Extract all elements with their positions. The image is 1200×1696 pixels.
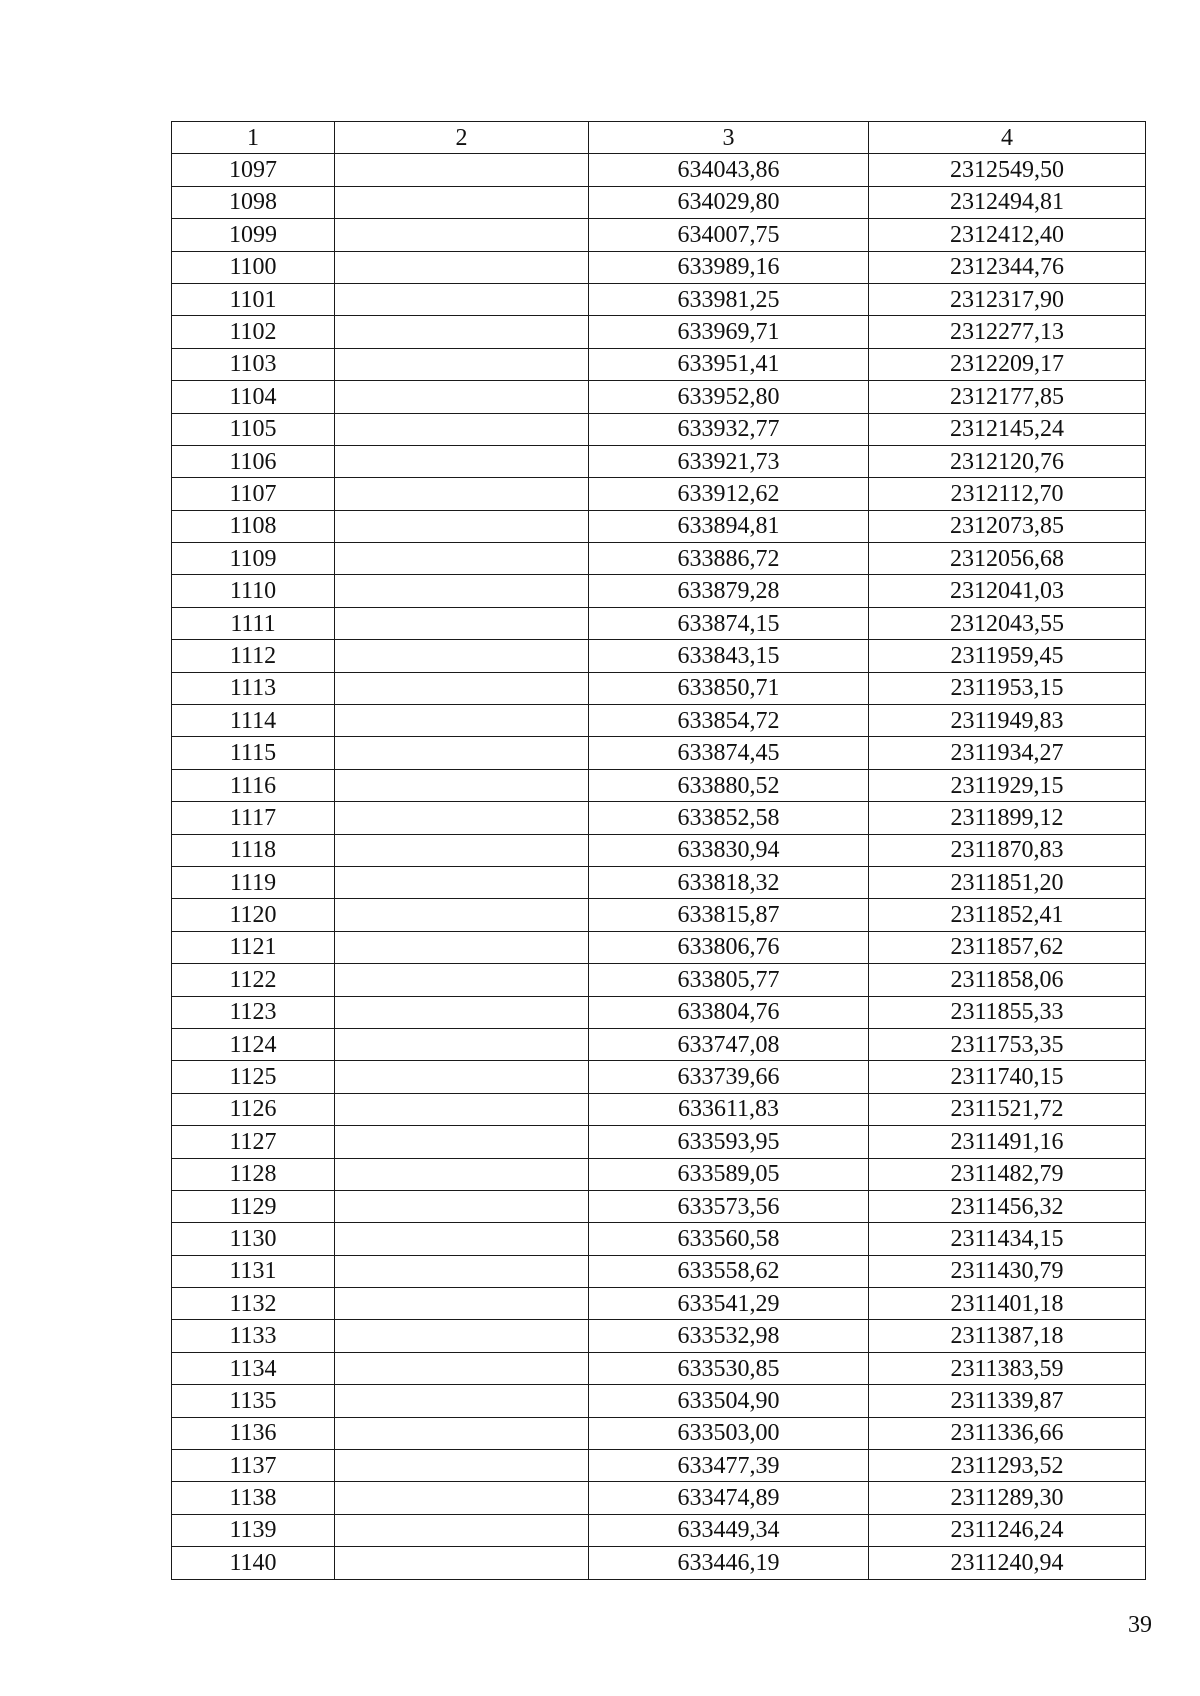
- x-coordinate-cell: 633818,32: [589, 866, 869, 898]
- table-row: [172, 1482, 1146, 1514]
- table-row: [172, 1417, 1146, 1449]
- point-number-cell: 1140: [172, 1547, 335, 1579]
- x-coordinate-cell: 633852,58: [589, 802, 869, 834]
- table-row: [172, 413, 1146, 445]
- x-coordinate-cell: 633894,81: [589, 510, 869, 542]
- point-number-cell: 1123: [172, 996, 335, 1028]
- x-coordinate-cell: 633952,80: [589, 381, 869, 413]
- y-coordinate-cell: 2311949,83: [869, 705, 1146, 737]
- coordinates-table: [171, 121, 1146, 1580]
- table-row: [172, 1190, 1146, 1222]
- point-number-cell: 1109: [172, 543, 335, 575]
- column-2-cell: [335, 478, 589, 510]
- table-row: [172, 802, 1146, 834]
- column-2-cell: [335, 186, 589, 218]
- x-coordinate-cell: 633854,72: [589, 705, 869, 737]
- y-coordinate-cell: 2311289,30: [869, 1482, 1146, 1514]
- table-row: [172, 445, 1146, 477]
- table-row: [172, 769, 1146, 801]
- column-2-cell: [335, 1547, 589, 1579]
- y-coordinate-cell: 2311491,16: [869, 1126, 1146, 1158]
- y-coordinate-cell: 2311857,62: [869, 931, 1146, 963]
- y-coordinate-cell: 2311740,15: [869, 1061, 1146, 1093]
- x-coordinate-cell: 633530,85: [589, 1352, 869, 1384]
- column-2-cell: [335, 1417, 589, 1449]
- table-row: [172, 316, 1146, 348]
- x-coordinate-cell: 634007,75: [589, 219, 869, 251]
- table-row: [172, 154, 1146, 186]
- y-coordinate-cell: 2311482,79: [869, 1158, 1146, 1190]
- y-coordinate-cell: 2311858,06: [869, 964, 1146, 996]
- point-number-cell: 1118: [172, 834, 335, 866]
- point-number-cell: 1136: [172, 1417, 335, 1449]
- column-header-2: 2: [335, 122, 589, 154]
- table-row: [172, 219, 1146, 251]
- table-row: [172, 1547, 1146, 1579]
- point-number-cell: 1130: [172, 1223, 335, 1255]
- column-2-cell: [335, 1352, 589, 1384]
- x-coordinate-cell: 633589,05: [589, 1158, 869, 1190]
- x-coordinate-cell: 633932,77: [589, 413, 869, 445]
- column-2-cell: [335, 154, 589, 186]
- y-coordinate-cell: 2311383,59: [869, 1352, 1146, 1384]
- table-row: [172, 1223, 1146, 1255]
- point-number-cell: 1129: [172, 1190, 335, 1222]
- x-coordinate-cell: 633804,76: [589, 996, 869, 1028]
- y-coordinate-cell: 2311434,15: [869, 1223, 1146, 1255]
- point-number-cell: 1119: [172, 866, 335, 898]
- column-2-cell: [335, 510, 589, 542]
- table-row: [172, 186, 1146, 218]
- column-2-cell: [335, 381, 589, 413]
- column-2-cell: [335, 996, 589, 1028]
- column-2-cell: [335, 1450, 589, 1482]
- column-2-cell: [335, 866, 589, 898]
- table-row: [172, 672, 1146, 704]
- table-row: [172, 543, 1146, 575]
- table-row: [172, 1385, 1146, 1417]
- table-row: [172, 510, 1146, 542]
- point-number-cell: 1121: [172, 931, 335, 963]
- column-2-cell: [335, 964, 589, 996]
- x-coordinate-cell: 633560,58: [589, 1223, 869, 1255]
- x-coordinate-cell: 634029,80: [589, 186, 869, 218]
- x-coordinate-cell: 633474,89: [589, 1482, 869, 1514]
- point-number-cell: 1101: [172, 283, 335, 315]
- table-row: [172, 1061, 1146, 1093]
- table-row: [172, 575, 1146, 607]
- column-2-cell: [335, 1190, 589, 1222]
- x-coordinate-cell: 634043,86: [589, 154, 869, 186]
- point-number-cell: 1135: [172, 1385, 335, 1417]
- y-coordinate-cell: 2311387,18: [869, 1320, 1146, 1352]
- column-2-cell: [335, 413, 589, 445]
- x-coordinate-cell: 633541,29: [589, 1288, 869, 1320]
- y-coordinate-cell: 2312209,17: [869, 348, 1146, 380]
- column-2-cell: [335, 543, 589, 575]
- x-coordinate-cell: 633805,77: [589, 964, 869, 996]
- column-2-cell: [335, 1126, 589, 1158]
- table-row: [172, 640, 1146, 672]
- column-2-cell: [335, 1385, 589, 1417]
- point-number-cell: 1097: [172, 154, 335, 186]
- point-number-cell: 1110: [172, 575, 335, 607]
- column-2-cell: [335, 1061, 589, 1093]
- column-2-cell: [335, 1158, 589, 1190]
- table-row: [172, 1352, 1146, 1384]
- point-number-cell: 1105: [172, 413, 335, 445]
- point-number-cell: 1112: [172, 640, 335, 672]
- point-number-cell: 1114: [172, 705, 335, 737]
- point-number-cell: 1099: [172, 219, 335, 251]
- y-coordinate-cell: 2311852,41: [869, 899, 1146, 931]
- table-row: [172, 381, 1146, 413]
- table-row: [172, 251, 1146, 283]
- table-row: [172, 996, 1146, 1028]
- column-2-cell: [335, 1320, 589, 1352]
- column-2-cell: [335, 348, 589, 380]
- point-number-cell: 1108: [172, 510, 335, 542]
- x-coordinate-cell: 633573,56: [589, 1190, 869, 1222]
- x-coordinate-cell: 633593,95: [589, 1126, 869, 1158]
- y-coordinate-cell: 2312043,55: [869, 607, 1146, 639]
- point-number-cell: 1102: [172, 316, 335, 348]
- column-2-cell: [335, 737, 589, 769]
- y-coordinate-cell: 2312317,90: [869, 283, 1146, 315]
- y-coordinate-cell: 2312277,13: [869, 316, 1146, 348]
- table-row: [172, 478, 1146, 510]
- point-number-cell: 1100: [172, 251, 335, 283]
- point-number-cell: 1106: [172, 445, 335, 477]
- x-coordinate-cell: 633921,73: [589, 445, 869, 477]
- y-coordinate-cell: 2312056,68: [869, 543, 1146, 575]
- table-row: [172, 1514, 1146, 1546]
- y-coordinate-cell: 2311959,45: [869, 640, 1146, 672]
- y-coordinate-cell: 2311953,15: [869, 672, 1146, 704]
- column-2-cell: [335, 1028, 589, 1060]
- point-number-cell: 1132: [172, 1288, 335, 1320]
- y-coordinate-cell: 2311336,66: [869, 1417, 1146, 1449]
- table-row: [172, 1288, 1146, 1320]
- y-coordinate-cell: 2312177,85: [869, 381, 1146, 413]
- column-2-cell: [335, 834, 589, 866]
- point-number-cell: 1133: [172, 1320, 335, 1352]
- table-row: [172, 834, 1146, 866]
- table-row: [172, 607, 1146, 639]
- y-coordinate-cell: 2312145,24: [869, 413, 1146, 445]
- y-coordinate-cell: 2311339,87: [869, 1385, 1146, 1417]
- x-coordinate-cell: 633815,87: [589, 899, 869, 931]
- table-row: [172, 899, 1146, 931]
- table-row: [172, 1255, 1146, 1287]
- table-row: [172, 1158, 1146, 1190]
- y-coordinate-cell: 2312041,03: [869, 575, 1146, 607]
- x-coordinate-cell: 633912,62: [589, 478, 869, 510]
- table-row: [172, 1126, 1146, 1158]
- column-2-cell: [335, 1482, 589, 1514]
- column-2-cell: [335, 672, 589, 704]
- point-number-cell: 1113: [172, 672, 335, 704]
- x-coordinate-cell: 633874,15: [589, 607, 869, 639]
- y-coordinate-cell: 2311456,32: [869, 1190, 1146, 1222]
- table-row: [172, 1450, 1146, 1482]
- y-coordinate-cell: 2311521,72: [869, 1093, 1146, 1125]
- table-row: [172, 1320, 1146, 1352]
- column-2-cell: [335, 575, 589, 607]
- table-body: [172, 154, 1146, 1579]
- x-coordinate-cell: 633843,15: [589, 640, 869, 672]
- point-number-cell: 1104: [172, 381, 335, 413]
- x-coordinate-cell: 633969,71: [589, 316, 869, 348]
- point-number-cell: 1125: [172, 1061, 335, 1093]
- point-number-cell: 1137: [172, 1450, 335, 1482]
- column-2-cell: [335, 316, 589, 348]
- y-coordinate-cell: 2311870,83: [869, 834, 1146, 866]
- y-coordinate-cell: 2311753,35: [869, 1028, 1146, 1060]
- table-header-row: [172, 122, 1146, 154]
- x-coordinate-cell: 633503,00: [589, 1417, 869, 1449]
- table-row: [172, 737, 1146, 769]
- y-coordinate-cell: 2311899,12: [869, 802, 1146, 834]
- x-coordinate-cell: 633886,72: [589, 543, 869, 575]
- column-2-cell: [335, 283, 589, 315]
- x-coordinate-cell: 633446,19: [589, 1547, 869, 1579]
- column-2-cell: [335, 931, 589, 963]
- point-number-cell: 1128: [172, 1158, 335, 1190]
- column-2-cell: [335, 445, 589, 477]
- table-row: [172, 931, 1146, 963]
- column-2-cell: [335, 251, 589, 283]
- point-number-cell: 1126: [172, 1093, 335, 1125]
- y-coordinate-cell: 2312412,40: [869, 219, 1146, 251]
- table-row: [172, 283, 1146, 315]
- table-row: [172, 1028, 1146, 1060]
- column-header-4: 4: [869, 122, 1146, 154]
- x-coordinate-cell: 633739,66: [589, 1061, 869, 1093]
- point-number-cell: 1122: [172, 964, 335, 996]
- x-coordinate-cell: 633951,41: [589, 348, 869, 380]
- x-coordinate-cell: 633879,28: [589, 575, 869, 607]
- y-coordinate-cell: 2312344,76: [869, 251, 1146, 283]
- page-number: 39: [1128, 1612, 1152, 1638]
- x-coordinate-cell: 633449,34: [589, 1514, 869, 1546]
- x-coordinate-cell: 633830,94: [589, 834, 869, 866]
- point-number-cell: 1138: [172, 1482, 335, 1514]
- column-2-cell: [335, 899, 589, 931]
- y-coordinate-cell: 2311293,52: [869, 1450, 1146, 1482]
- column-2-cell: [335, 640, 589, 672]
- y-coordinate-cell: 2312120,76: [869, 445, 1146, 477]
- column-2-cell: [335, 607, 589, 639]
- x-coordinate-cell: 633981,25: [589, 283, 869, 315]
- column-2-cell: [335, 802, 589, 834]
- column-2-cell: [335, 1255, 589, 1287]
- y-coordinate-cell: 2312073,85: [869, 510, 1146, 542]
- column-header-1: 1: [172, 122, 335, 154]
- x-coordinate-cell: 633747,08: [589, 1028, 869, 1060]
- point-number-cell: 1139: [172, 1514, 335, 1546]
- column-2-cell: [335, 1223, 589, 1255]
- y-coordinate-cell: 2311240,94: [869, 1547, 1146, 1579]
- column-2-cell: [335, 1288, 589, 1320]
- point-number-cell: 1120: [172, 899, 335, 931]
- table-row: [172, 705, 1146, 737]
- y-coordinate-cell: 2312494,81: [869, 186, 1146, 218]
- column-2-cell: [335, 769, 589, 801]
- x-coordinate-cell: 633806,76: [589, 931, 869, 963]
- y-coordinate-cell: 2311246,24: [869, 1514, 1146, 1546]
- y-coordinate-cell: 2311430,79: [869, 1255, 1146, 1287]
- point-number-cell: 1111: [172, 607, 335, 639]
- point-number-cell: 1127: [172, 1126, 335, 1158]
- y-coordinate-cell: 2311401,18: [869, 1288, 1146, 1320]
- x-coordinate-cell: 633989,16: [589, 251, 869, 283]
- point-number-cell: 1115: [172, 737, 335, 769]
- x-coordinate-cell: 633880,52: [589, 769, 869, 801]
- column-2-cell: [335, 1514, 589, 1546]
- x-coordinate-cell: 633611,83: [589, 1093, 869, 1125]
- point-number-cell: 1107: [172, 478, 335, 510]
- point-number-cell: 1098: [172, 186, 335, 218]
- point-number-cell: 1103: [172, 348, 335, 380]
- table-row: [172, 348, 1146, 380]
- column-2-cell: [335, 1093, 589, 1125]
- point-number-cell: 1134: [172, 1352, 335, 1384]
- y-coordinate-cell: 2312549,50: [869, 154, 1146, 186]
- point-number-cell: 1116: [172, 769, 335, 801]
- y-coordinate-cell: 2311929,15: [869, 769, 1146, 801]
- point-number-cell: 1131: [172, 1255, 335, 1287]
- point-number-cell: 1117: [172, 802, 335, 834]
- x-coordinate-cell: 633477,39: [589, 1450, 869, 1482]
- x-coordinate-cell: 633850,71: [589, 672, 869, 704]
- x-coordinate-cell: 633558,62: [589, 1255, 869, 1287]
- column-header-3: 3: [589, 122, 869, 154]
- table-row: [172, 1093, 1146, 1125]
- x-coordinate-cell: 633532,98: [589, 1320, 869, 1352]
- x-coordinate-cell: 633874,45: [589, 737, 869, 769]
- y-coordinate-cell: 2311934,27: [869, 737, 1146, 769]
- table-row: [172, 964, 1146, 996]
- point-number-cell: 1124: [172, 1028, 335, 1060]
- table-row: [172, 866, 1146, 898]
- y-coordinate-cell: 2312112,70: [869, 478, 1146, 510]
- y-coordinate-cell: 2311855,33: [869, 996, 1146, 1028]
- column-2-cell: [335, 705, 589, 737]
- y-coordinate-cell: 2311851,20: [869, 866, 1146, 898]
- column-2-cell: [335, 219, 589, 251]
- x-coordinate-cell: 633504,90: [589, 1385, 869, 1417]
